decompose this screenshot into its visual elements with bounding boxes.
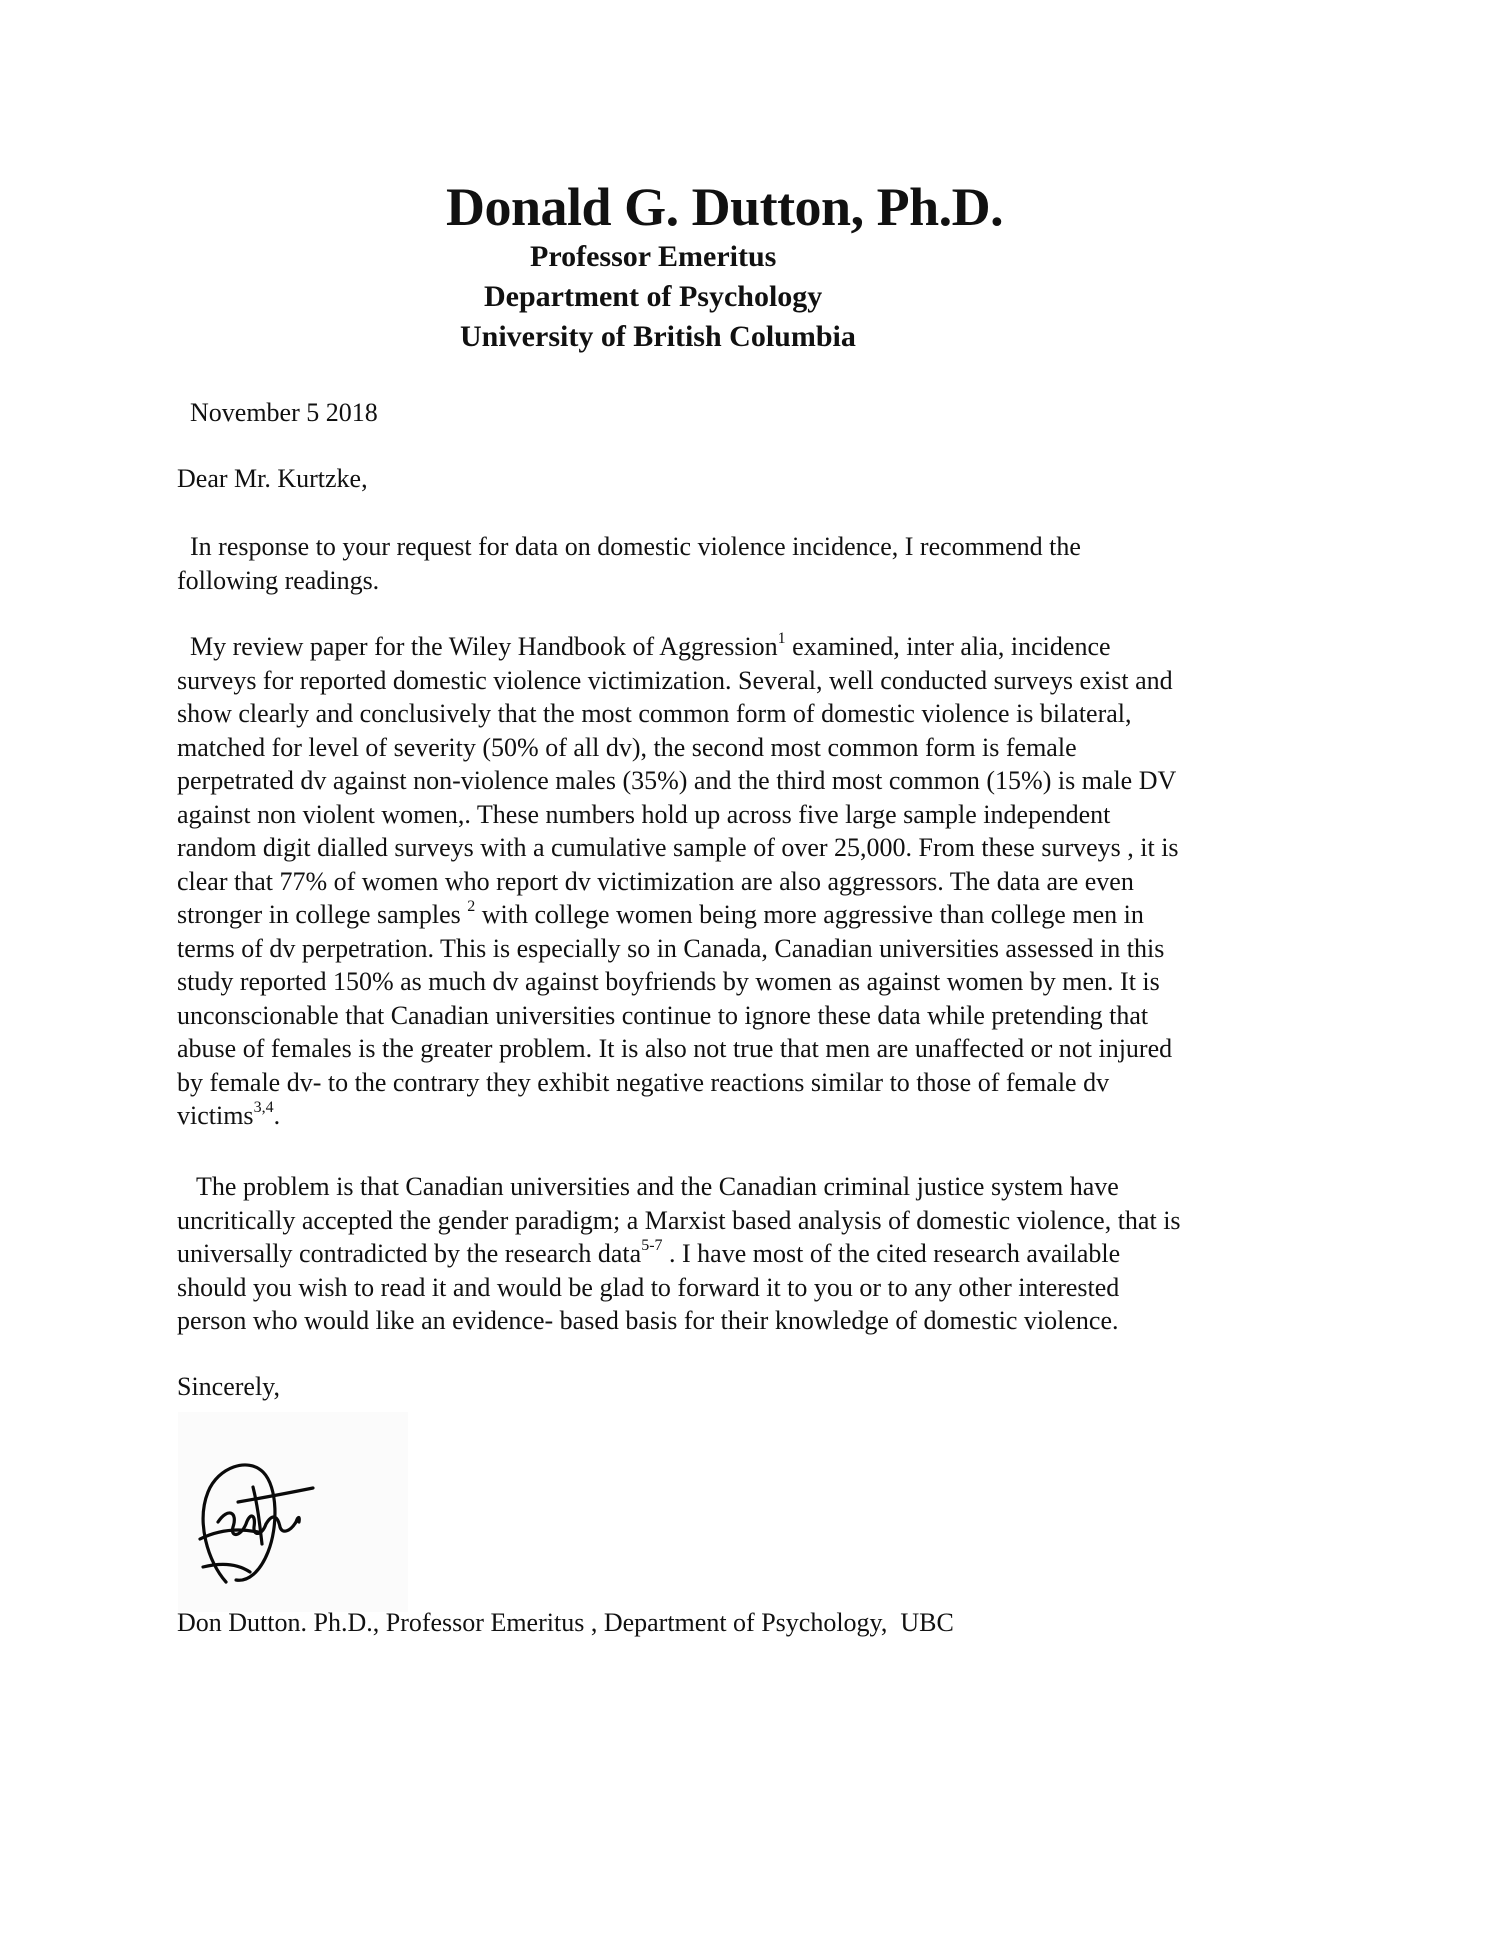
paragraph-line: [177, 630, 1327, 664]
paragraph-review: [177, 630, 1327, 1133]
text-run: examined, inter alia, incidence: [785, 632, 1111, 661]
text-run: with college women being more aggressive than college men in: [475, 900, 1144, 929]
paragraph-line: matched for level of severity (50% of all dv), the second most common form is female: [177, 732, 1077, 762]
letter-date: November 5 2018: [190, 398, 378, 427]
paragraph-line: following readings.: [177, 565, 380, 595]
paragraph-line: uncritically accepted the gender paradigm; a Marxist based analysis of domestic violence, that is: [177, 1205, 1181, 1235]
text-run: stronger in college samples: [177, 900, 468, 929]
text-run: .: [273, 1101, 281, 1130]
paragraph-line: should you wish to read it and would be glad to forward it to you or to any other interested: [177, 1272, 1120, 1302]
paragraph-line: study reported 150% as much dv against boyfriends by women as against women by men. It is: [177, 967, 1160, 996]
footnote-ref: 5-7: [641, 1237, 663, 1255]
footnote-ref: 1: [777, 630, 786, 648]
paragraph-line: [177, 1099, 1327, 1133]
paragraph-line: perpetrated dv against non-violence males (35%) and the third most common (15%) is male DV: [177, 766, 1177, 795]
paragraph-line: In response to your request for data on domestic violence incidence, I recommend the: [177, 532, 1081, 561]
paragraph-line: [177, 898, 1327, 932]
author-department: Department of Psychology: [484, 280, 823, 313]
paragraph-intro: [177, 530, 1327, 597]
closing: Sincerely,: [177, 1372, 280, 1401]
text-run: . I have most of the cited research available: [662, 1239, 1121, 1268]
text-run: universally contradicted by the research data: [177, 1239, 642, 1268]
paragraph-line: random digit dialled surveys with a cumulative sample of over 25,000. From these surveys , it is: [177, 833, 1179, 862]
paragraph-line: by female dv- to the contrary they exhibit negative reactions similar to those of female dv: [177, 1067, 1110, 1097]
handwritten-signature-icon: [178, 1412, 408, 1612]
salutation: Dear Mr. Kurtzke,: [177, 464, 368, 493]
paragraph-line: against non violent women,. These numbers hold up across five large sample independent: [177, 799, 1111, 829]
footnote-ref: 2: [467, 898, 476, 916]
paragraph-line: [177, 1237, 1327, 1271]
author-title: Professor Emeritus: [530, 240, 777, 273]
paragraph-line: unconscionable that Canadian universities continue to ignore these data while pretending that: [177, 1000, 1149, 1030]
paragraph-line: The problem is that Canadian universities and the Canadian criminal justice system have: [177, 1172, 1119, 1201]
signature-image: [178, 1412, 408, 1612]
paragraph-line: clear that 77% of women who report dv victimization are also aggressors. The data are even: [177, 866, 1134, 896]
paragraph-problem: [177, 1170, 1327, 1338]
author-name: Donald G. Dutton, Ph.D.: [446, 177, 1004, 237]
sign-off: Don Dutton. Ph.D., Professor Emeritus , Department of Psychology, UBC: [177, 1608, 954, 1637]
paragraph-line: show clearly and conclusively that the most common form of domestic violence is bilateral,: [177, 699, 1132, 728]
text-run: victims: [177, 1101, 254, 1130]
footnote-ref: 3,4: [253, 1099, 274, 1117]
paragraph-line: abuse of females is the greater problem. It is also not true that men are unaffected or not injured: [177, 1034, 1173, 1063]
paragraph-line: surveys for reported domestic violence victimization. Several, well conducted surveys exist and: [177, 665, 1173, 695]
paragraph-line: terms of dv perpetration. This is especially so in Canada, Canadian universities assessed in this: [177, 933, 1165, 963]
author-university: University of British Columbia: [460, 320, 856, 353]
paragraph-line: person who would like an evidence- based basis for their knowledge of domestic violence.: [177, 1306, 1119, 1335]
text-run: My review paper for the Wiley Handbook of Aggression: [177, 632, 778, 661]
